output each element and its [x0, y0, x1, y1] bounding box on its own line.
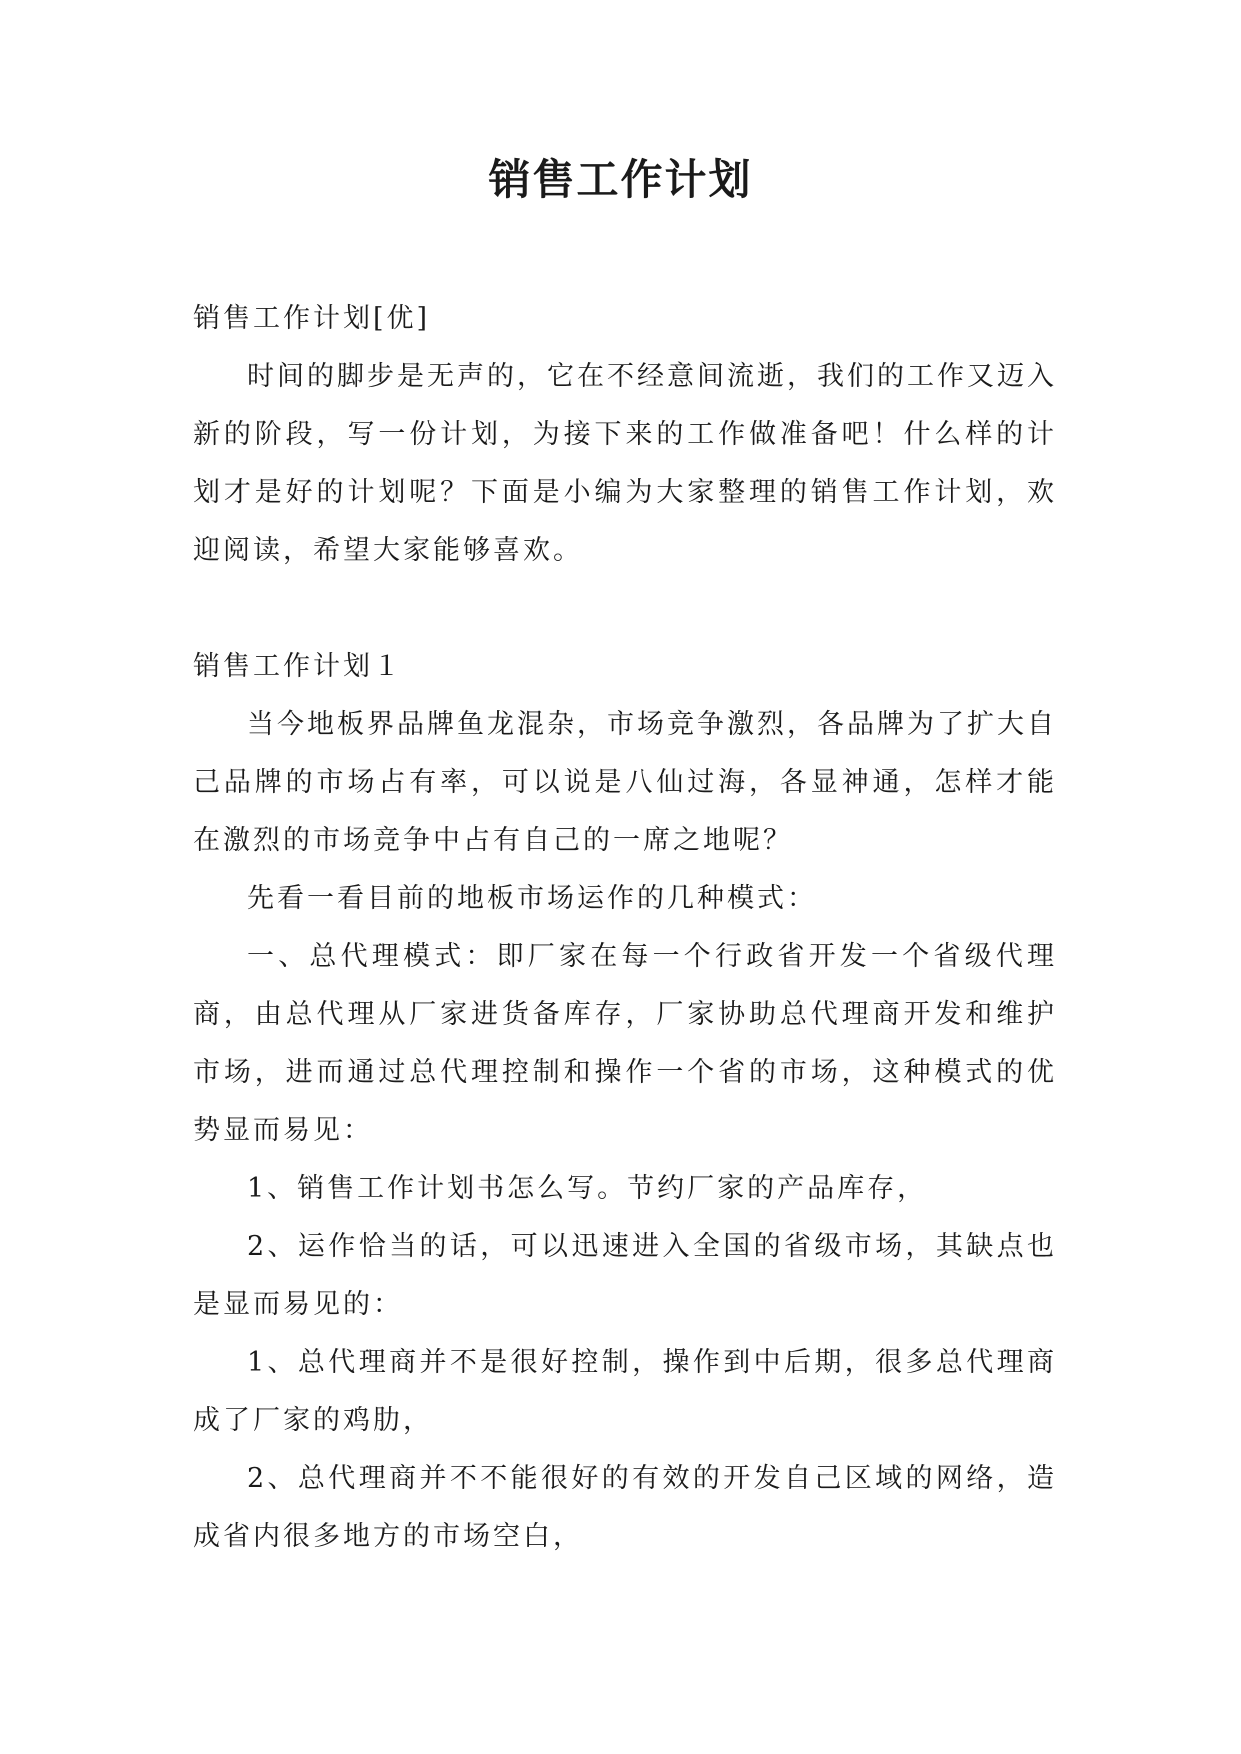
intro-paragraph: 时间的脚步是无声的，它在不经意间流逝，我们的工作又迈入新的阶段，写一份计划，为接下来的工作做准备吧！什么样的计划才是好的计划呢？下面是小编为大家整理的销售工作计划，欢迎阅读，希望大家能够喜欢。 [193, 361, 1057, 566]
list-item: 2、运作恰当的话，可以迅速进入全国的省级市场，其缺点也是显而易见的： [193, 1231, 1057, 1320]
body-paragraph: 先看一看目前的地板市场运作的几种模式： [247, 883, 817, 914]
section-heading: 销售工作计划１ [193, 651, 403, 682]
document-body [193, 290, 1057, 1566]
body-paragraph: 一、总代理模式：即厂家在每一个行政省开发一个省级代理商，由总代理从厂家进货备库存，厂家协助总代理商开发和维护市场，进而通过总代理控制和操作一个省的市场，这种模式的优势显而易见： [193, 941, 1057, 1146]
list-item: 1、总代理商并不是很好控制，操作到中后期，很多总代理商成了厂家的鸡肋， [193, 1347, 1057, 1436]
body-paragraph: 当今地板界品牌鱼龙混杂，市场竞争激烈，各品牌为了扩大自己品牌的市场占有率，可以说是八仙过海，各显神通，怎样才能在激烈的市场竞争中占有自己的一席之地呢？ [193, 709, 1057, 856]
subtitle: 销售工作计划[优] [193, 303, 431, 334]
section-spacer [193, 580, 1057, 638]
document-title: 销售工作计划 [488, 155, 753, 204]
list-item: 2、总代理商并不不能很好的有效的开发自己区域的网络，造成省内很多地方的市场空白， [193, 1463, 1057, 1552]
list-item: 1、销售工作计划书怎么写。节约厂家的产品库存， [247, 1173, 928, 1204]
